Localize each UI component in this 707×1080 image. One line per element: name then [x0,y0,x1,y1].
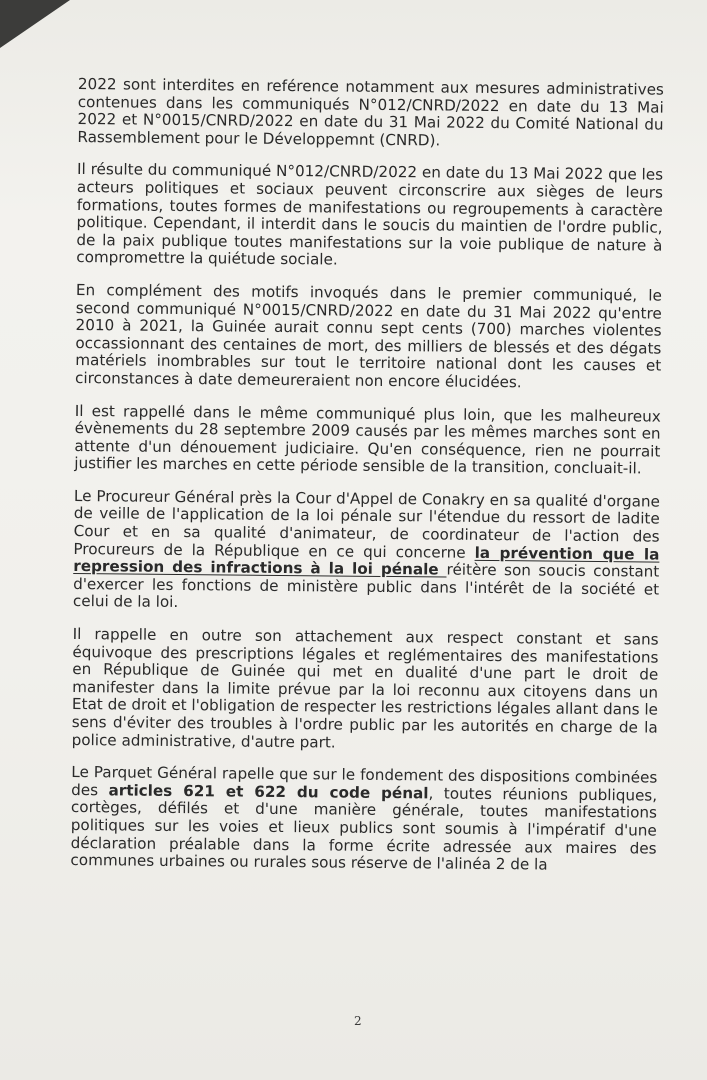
paragraph-3-text: En complément des motifs invoqués dans le premier communiqué, le second communiqué N°0015/CNRD/2022 en date du 31 Mai 2022 qu'entre 2010 à 2021, la Guinée aurait connu sept cents (700) marches violentes occassionnant des centaines de mort, des milliers de blessés et des dégats matériels inombrables sur tout le territoire national dont les causes et circonstances à date demeureraient non encore élucidées. [75,280,663,392]
paragraph-7 [70,764,657,875]
paragraph-7-emphasis: articles 621 et 622 du code pénal [108,781,429,803]
paragraph-2-text: Il résulte du communiqué N°012/CNRD/2022 en date du 13 Mai 2022 que les acteurs politiques et sociaux peuvent circonscrire aux sièges de leurs formations, toutes formes de manifestations ou regroupements à caractère politique. Cependant, il interdit dans le soucis du maintien de l'ordre public, de la paix publique toutes manifestations sur la voie publique de nature à compromettre la quiétude sociale. [76,160,664,269]
paragraph-6 [72,626,659,755]
paragraph-5 [73,488,660,617]
paragraph-7-text-start: Le Parquet Général rapelle que sur le fondement des dispositions combinées des [71,763,658,800]
dark-corner-shadow [0,0,70,48]
paragraph-3 [75,282,662,393]
paragraph-2 [76,161,663,272]
paragraph-4-text: Il est rappellé dans le même communiqué plus loin, que les malheureux évènements du 28 septembre 2009 causés par les mêmes marches sont en attente d'un dénouement judiciaire. Qu'en conséquence, rien ne pourrait justifier les marches en cette période sensible de la transition, concluait-il. [74,401,661,478]
paragraph-1-text: 2022 sont interdites en reférence notamment aux mesures administratives contenues dans les communiqués N°012/CNRD/2022 en date du 13 Mai 2022 et N°0015/CNRD/2022 en date du 31 Mai 2022 du Comité National du Rassemblement pour le Développemnt (CNRD). [77,75,664,150]
paragraph-6-text: Il rappelle en outre son attachement aux respect constant et sans équivoque des prescriptions légales et reglémentaires des manifestations en République de Guinée qui met en dualité d'une part le droit de manifester dans la limite prévue par la loi reconnu aux citoyens dans un Etat de droit et l'obligation de respecter les restrictions légales allant dans le sens d'éviter des troubles à l'ordre public par les autorités en charge de la police administrative, d'autre part. [71,625,659,752]
document-body [70,76,664,890]
paragraph-5-text-end: réitère son soucis constant d'exercer les fonctions de ministère public dans l'intérêt de la société et celui de la loi. [72,560,660,612]
paragraph-1 [77,76,664,152]
paragraph-4 [74,402,661,478]
paragraph-7-text-end: , toutes réunions publiques, cortèges, défilés et d'une manière générale, toutes manifestations politiques sur les voies et lieux publics sont soumis à l'impératif d'une déclaration préalable dans la forme écrite adressée aux maires des communes urbaines ou rurales sous réserve de l'alinéa 2 de la [70,784,658,874]
paragraph-5-text-start: Le Procureur Général près la Cour d'Appel de Conakry en sa qualité d'organe de veille de l'application de la loi pénale sur l'étendue du ressort de ladite Cour et en sa qualité d'animateur, de coordinateur de l'action des Procureurs de la République en ce qui concerne [73,486,661,562]
page-number: 2 [354,1014,362,1028]
paragraph-5-emphasis: la prévention que la repression des infractions à la loi pénale [73,543,660,579]
